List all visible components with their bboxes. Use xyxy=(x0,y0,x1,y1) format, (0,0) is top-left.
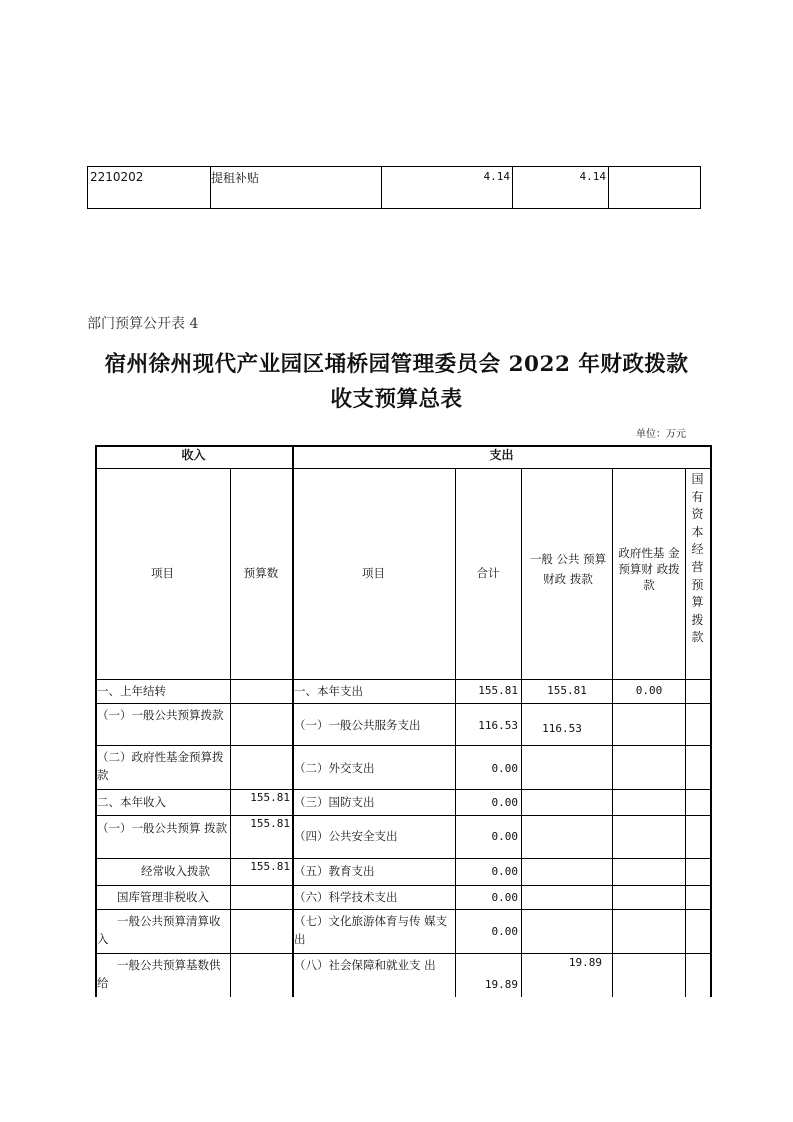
page-title-line2: 收支预算总表 xyxy=(330,387,463,412)
grid-line xyxy=(95,789,711,790)
grid-line xyxy=(95,885,711,886)
grid-line xyxy=(612,468,613,997)
row5-left-value: 155.81 xyxy=(250,817,290,830)
row2-right-item: （一）一般公共服务支出 xyxy=(294,718,421,732)
row7-left-item: 国库管理非税收入 xyxy=(117,890,209,904)
grid-line xyxy=(95,815,711,816)
row1-fund: 0.00 xyxy=(635,684,663,697)
row4-total: 0.00 xyxy=(491,796,518,809)
fragment-v2: 4.14 xyxy=(579,170,606,183)
row5-right-item: （四）公共安全支出 xyxy=(294,829,398,843)
header-total: 合计 xyxy=(476,566,500,580)
header-item: 项目 xyxy=(151,566,174,580)
row8-total: 0.00 xyxy=(491,925,518,938)
fragment-v1: 4.14 xyxy=(483,170,510,183)
row2-left-item: （一）一般公共预算拨款 xyxy=(97,708,224,722)
grid-line xyxy=(95,745,711,746)
row1-left-item: 一、上年结转 xyxy=(97,684,166,698)
header-income: 收入 xyxy=(181,448,206,462)
fragment-code: 2210202 xyxy=(90,170,144,184)
row5-total: 0.00 xyxy=(491,830,518,843)
unit-label: 单位：万元 xyxy=(636,429,686,440)
grid-line xyxy=(95,953,711,954)
table-caption: 部门预算公开表 4 xyxy=(87,316,199,332)
header-expense: 支出 xyxy=(489,448,514,462)
fragment-name-cell xyxy=(211,167,382,208)
grid-line xyxy=(230,468,231,997)
fragment-empty-cell xyxy=(609,167,700,208)
row1-right-item: 一、本年支出 xyxy=(294,684,363,698)
row4-left-value: 155.81 xyxy=(250,791,290,804)
row7-total: 0.00 xyxy=(491,891,518,904)
row8-left-item: 一般公共预算清算收入 xyxy=(97,914,221,946)
fragment-code-cell xyxy=(88,167,211,208)
row1-total: 155.81 xyxy=(478,684,518,697)
row6-right-item: （五）教育支出 xyxy=(294,864,375,878)
header-general-budget: 一般 公共 预算 财政 拨款 xyxy=(529,552,607,586)
grid-line xyxy=(95,909,711,910)
fragment-table xyxy=(87,166,701,209)
page-title-line1: 宿州徐州现代产业园区埇桥园管理委员会 2022 年财政拨款 xyxy=(104,352,689,377)
row9-right-item: （八）社会保障和就业支 出 xyxy=(294,958,436,972)
row2-total: 116.53 xyxy=(478,719,518,732)
row3-right-item: （二）外交支出 xyxy=(294,761,375,775)
row4-right-item: （三）国防支出 xyxy=(294,795,375,809)
fragment-v1-cell xyxy=(382,167,513,208)
row9-general: 19.89 xyxy=(568,956,602,969)
header-item-expense: 项目 xyxy=(362,566,385,580)
row3-total: 0.00 xyxy=(491,762,518,775)
row2-general: 116.53 xyxy=(542,722,582,735)
header-state-capital: 国有资本经营预算拨款 xyxy=(691,472,704,645)
row5-left-item: （一）一般公共预算 拨款 xyxy=(97,821,228,835)
budget-table xyxy=(95,445,711,997)
row6-left-item: 经常收入拨款 xyxy=(141,864,210,878)
row8-right-item: （七）文化旅游体育与传 媒支出 xyxy=(294,914,448,946)
header-fund-budget: 政府性基 金预算财 政拨款 xyxy=(618,546,680,592)
grid-line xyxy=(95,679,711,680)
row6-total: 0.00 xyxy=(491,865,518,878)
fragment-v2-cell xyxy=(513,167,609,208)
row9-total: 19.89 xyxy=(484,978,518,991)
row9-left-item: 一般公共预算基数供给 xyxy=(97,958,221,990)
grid-line xyxy=(95,703,711,704)
grid-line xyxy=(95,468,711,469)
row4-left-item: 二、本年收入 xyxy=(97,795,166,809)
row3-left-item: （二）政府性基金预算拨款 xyxy=(97,750,224,782)
row6-left-value: 155.81 xyxy=(250,860,290,873)
grid-line xyxy=(95,858,711,859)
row7-right-item: （六）科学技术支出 xyxy=(294,890,398,904)
header-budget: 预算数 xyxy=(243,566,279,580)
grid-line xyxy=(710,445,712,997)
row1-general: 155.81 xyxy=(547,684,587,697)
fragment-name: 提租补贴 xyxy=(211,171,260,185)
